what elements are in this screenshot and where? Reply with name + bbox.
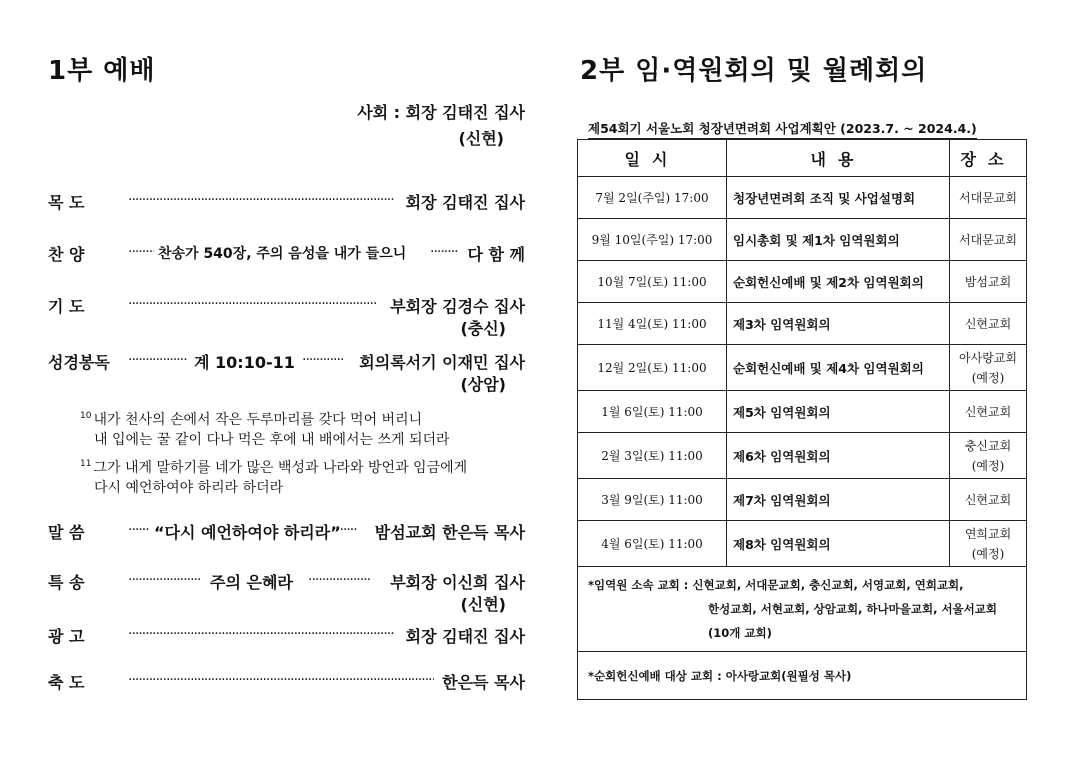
row-place: 아사랑교회 (예정) (950, 345, 1027, 391)
row-content: 청장년면려회 조직 및 사업설명회 (727, 177, 950, 219)
row-place: 서대문교회 (950, 219, 1027, 261)
row-date: 9월 10일(주일) 17:00 (578, 219, 727, 261)
row-place: 신현교회 (950, 391, 1027, 433)
leader-line: 사회 : 회장 김태진 집사 (357, 103, 525, 122)
scripture-verse: 다시 예언하여야 하리라 하더라 (94, 480, 284, 496)
row-content: 제5차 임역원회의 (727, 391, 950, 433)
table-row (578, 391, 1027, 433)
row-place: 연희교회 (예정) (950, 521, 1027, 567)
row-content: 순회헌신예배 및 제4차 임역원회의 (727, 345, 950, 391)
leader-dots (128, 192, 394, 208)
table-row (578, 521, 1027, 567)
program-detail: “다시 예언하여야 하리라” (154, 523, 341, 542)
program-detail: 찬송가 540장, 주의 음성을 내가 들으니 (158, 246, 407, 262)
leader-dots (128, 572, 200, 588)
program-person: 다 함 께 (467, 245, 525, 264)
scripture-verse: 내 입에는 꿀 같이 다나 먹은 후에 내 배에서는 쓰게 되더라 (94, 432, 450, 448)
row-content: 제7차 임역원회의 (727, 479, 950, 521)
row-content: 제6차 임역원회의 (727, 433, 950, 479)
program-person: 회장 김태진 집사 (405, 193, 525, 212)
program-label: 말 씀 (48, 523, 85, 542)
table-row (578, 261, 1027, 303)
row-content: 제8차 임역원회의 (727, 521, 950, 567)
leader-church: (신현) (458, 129, 504, 148)
note-line: *임역원 소속 교회 : 신현교회, 서대문교회, 충신교회, 서영교회, 연희교회, (588, 578, 964, 592)
leader-dots (128, 296, 376, 312)
leader-dots (128, 352, 188, 368)
program-label: 목 도 (48, 193, 85, 212)
row-place: 서대문교회 (950, 177, 1027, 219)
leader-dots (430, 244, 458, 260)
row-content: 순회헌신예배 및 제2차 임역원회의 (727, 261, 950, 303)
leader-dots (128, 672, 434, 688)
program-label: 특 송 (48, 573, 85, 592)
scripture-verse: $^{10}$ 내가 천사의 손에서 작은 두루마리를 갖다 먹어 버리니 (80, 411, 423, 428)
row-date: 11월 4일(토) 11:00 (578, 303, 727, 345)
note-line: 한성교회, 서현교회, 상암교회, 하나마을교회, 서울서교회 (708, 602, 997, 616)
row-date: 12월 2일(토) 11:00 (578, 345, 727, 391)
program-church: (상암) (460, 375, 506, 394)
header-date: 일시 (578, 140, 727, 177)
leader-dots (308, 572, 370, 588)
row-date: 4월 6일(토) 11:00 (578, 521, 727, 567)
row-content: 임시총회 및 제1차 임역원회의 (727, 219, 950, 261)
row-date: 10월 7일(토) 11:00 (578, 261, 727, 303)
program-church: (신현) (460, 595, 506, 614)
row-date: 3월 9일(토) 11:00 (578, 479, 727, 521)
row-date: 7월 2일(주일) 17:00 (578, 177, 727, 219)
header-content: 내용 (727, 140, 950, 177)
program-label: 기 도 (48, 297, 85, 316)
program-person: 회장 김태진 집사 (405, 627, 525, 646)
program-church: (충신) (460, 319, 506, 338)
row-date: 2월 3일(토) 11:00 (578, 433, 727, 479)
worship-title: 1부 예배 (48, 56, 156, 86)
row-date: 1월 6일(토) 11:00 (578, 391, 727, 433)
note-line: *순회헌신예배 대상 교회 : 아사랑교회(원필성 목사) (578, 652, 1027, 700)
program-label: 광 고 (48, 627, 85, 646)
header-place: 장소 (950, 140, 1027, 177)
program-label: 축 도 (48, 673, 85, 692)
program-detail: 주의 은혜라 (210, 573, 293, 592)
table-row (578, 345, 1027, 391)
program-person: 부회장 이신희 집사 (390, 573, 525, 592)
leader-dots (336, 522, 358, 538)
schedule-caption: 제54회기 서울노회 청장년면려회 사업계획안 (2023.7. ~ 2024.4.) (588, 119, 977, 139)
meeting-title: 2부 임·역원회의 및 월례회의 (580, 56, 928, 86)
table-row (578, 177, 1027, 219)
row-place: 신현교회 (950, 303, 1027, 345)
leader-dots (302, 352, 344, 368)
program-person: 부회장 김경수 집사 (390, 297, 525, 316)
table-row (578, 219, 1027, 261)
member-churches-note (578, 567, 1027, 652)
leader-dots (128, 244, 154, 260)
scripture-verse: $^{11}$ 그가 내게 말하기를 네가 많은 백성과 나라와 방언과 임금에게 (80, 459, 468, 476)
note-line: (10개 교회) (708, 626, 772, 640)
leader-dots (128, 522, 150, 538)
program-detail: 계 10:10-11 (194, 353, 295, 372)
row-place: 밤섬교회 (950, 261, 1027, 303)
program-label: 성경봉독 (48, 353, 110, 372)
schedule-table (577, 139, 1027, 700)
program-person: 회의록서기 이재민 집사 (359, 353, 525, 372)
table-row (578, 433, 1027, 479)
row-content: 제3차 임역원회의 (727, 303, 950, 345)
table-row (578, 479, 1027, 521)
table-header (578, 140, 1027, 177)
row-place: 신현교회 (950, 479, 1027, 521)
leader-dots (128, 626, 394, 642)
revival-worship-note (578, 652, 1027, 700)
table-row (578, 303, 1027, 345)
program-person: 한은득 목사 (442, 673, 525, 692)
program-person: 밤섬교회 한은득 목사 (374, 523, 525, 542)
program-label: 찬 양 (48, 245, 85, 264)
row-place: 충신교회 (예정) (950, 433, 1027, 479)
